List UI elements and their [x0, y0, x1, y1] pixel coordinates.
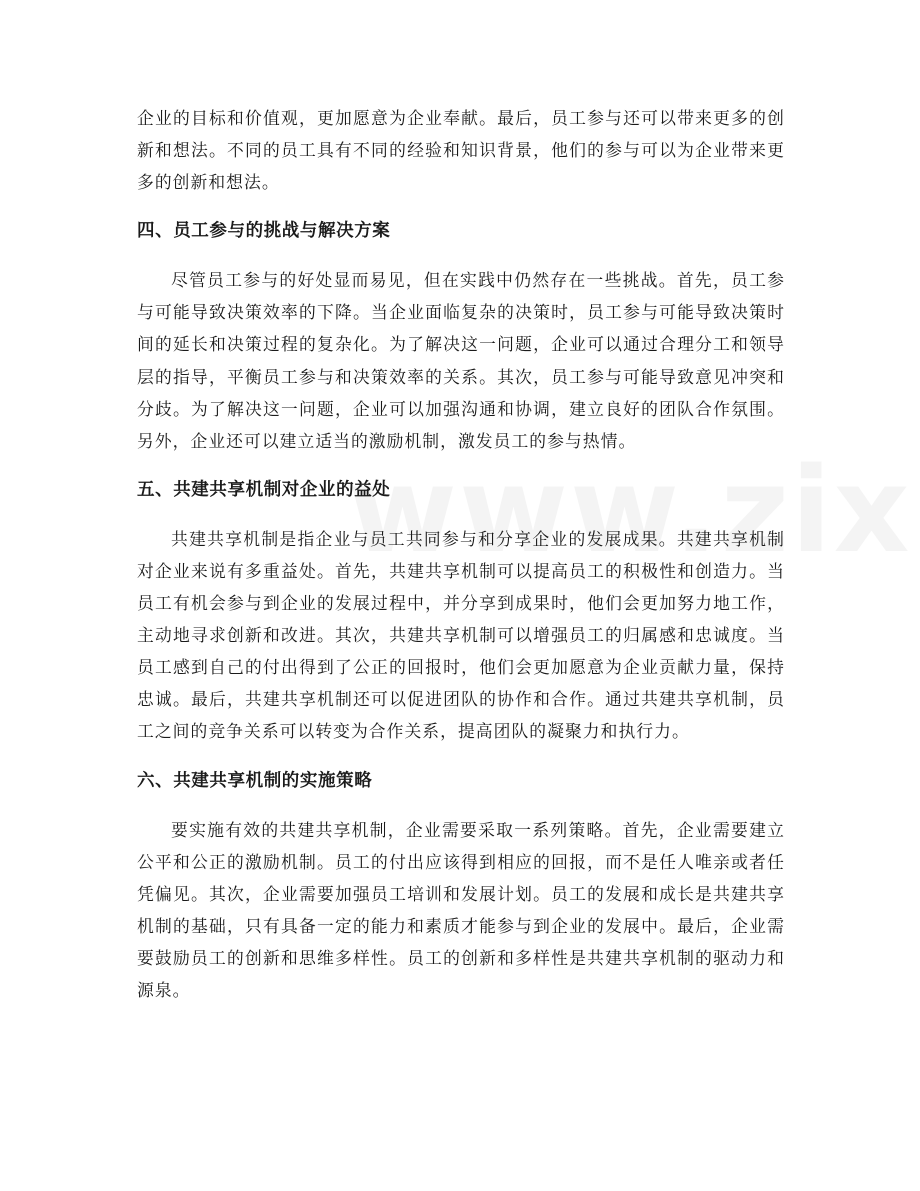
section-4-heading: 四、员工参与的挑战与解决方案 [137, 221, 391, 242]
section-6-paragraph: 要实施有效的共建共享机制，企业需要采取一系列策略。首先，企业需要建立公平和公正的激励机制。员工的付出应该得到相应的回报，而不是任人唯亲或者任凭偏见。其次，企业需要加强员工培训和发展计划。员工的发展和成长是共建共享机制的基础，只有具备一定的能力和素质才能参与到企业的发展中。最后，企业需要鼓励员工的创新和思维多样性。员工的创新和多样性是共建共享机制的驱动力和源泉。 [137, 819, 785, 1000]
section-6-heading: 六、共建共享机制的实施策略 [137, 770, 373, 791]
document-body [137, 102, 785, 1006]
section-5-heading: 五、共建共享机制对企业的益处 [137, 479, 391, 500]
section-5-paragraph: 共建共享机制是指企业与员工共同参与和分享企业的发展成果。共建共享机制对企业来说有多重益处。首先，共建共享机制可以提高员工的积极性和创造力。当员工有机会参与到企业的发展过程中，并分享到成果时，他们会更加努力地工作，主动地寻求创新和改进。其次，共建共享机制可以增强员工的归属感和忠诚度。当员工感到自己的付出得到了公正的回报时，他们会更加愿意为企业贡献力量，保持忠诚。最后，共建共享机制还可以促进团队的协作和合作。通过共建共享机制，员工之间的竞争关系可以转变为合作关系，提高团队的凝聚力和执行力。 [137, 528, 785, 742]
intro-paragraph: 企业的目标和价值观，更加愿意为企业奉献。最后，员工参与还可以带来更多的创新和想法。不同的员工具有不同的经验和知识背景，他们的参与可以为企业带来更多的创新和想法。 [137, 108, 785, 193]
section-4-paragraph: 尽管员工参与的好处显而易见，但在实践中仍然存在一些挑战。首先，员工参与可能导致决策效率的下降。当企业面临复杂的决策时，员工参与可能导致决策时间的延长和决策过程的复杂化。为了解决这一问题，企业可以通过合理分工和领导层的指导，平衡员工参与和决策效率的关系。其次，员工参与可能导致意见冲突和分歧。为了解决这一问题，企业可以加强沟通和协调，建立良好的团队合作氛围。另外，企业还可以建立适当的激励机制，激发员工的参与热情。 [137, 270, 785, 451]
